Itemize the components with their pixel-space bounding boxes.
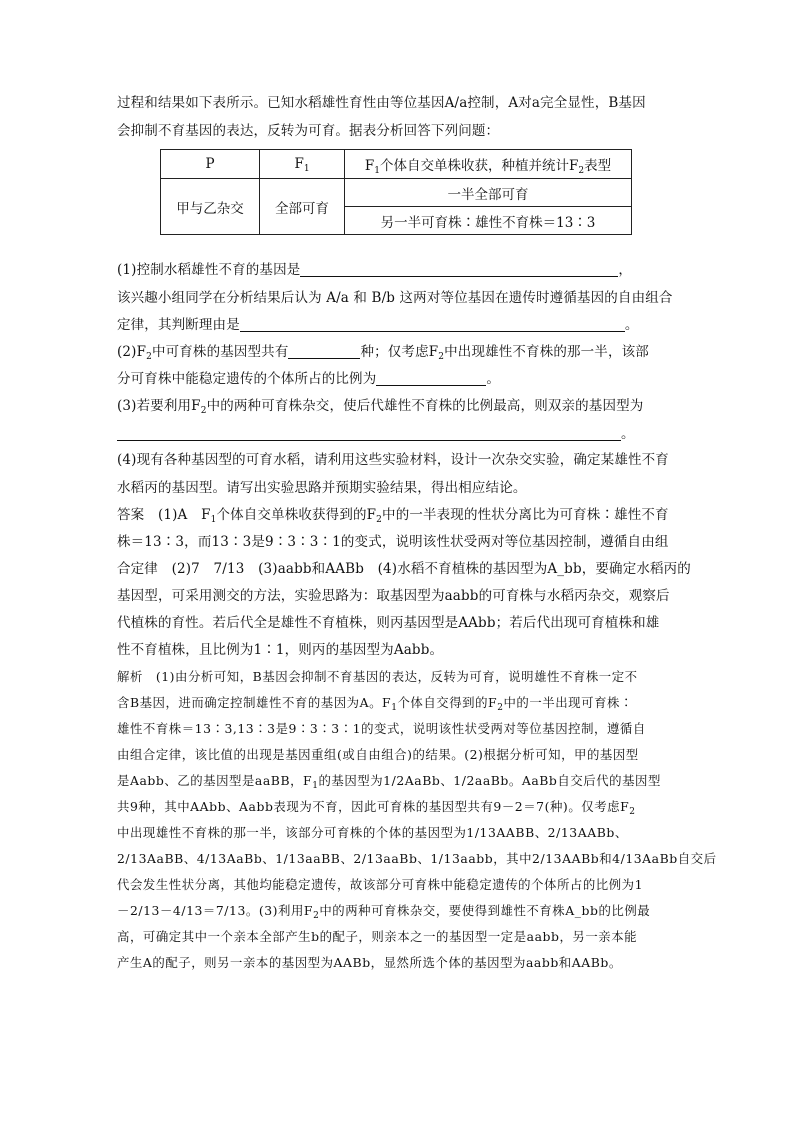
- table-header-row: [161, 150, 632, 179]
- explanation-line-4: 由组合定律，该比值的出现是基因重组(或自由组合)的结果。(2)根据分析可知，甲的基因型: [117, 747, 639, 762]
- answer-line-1: 答案 (1)A $F_1$个体自交单株收获得到的$F_2$中的一半表现的性状分离比为可育株∶雄性不育: [117, 507, 669, 525]
- answer-line-2: 株＝13∶3，而13∶3是9∶3∶3∶1的变式，说明该性状受两对等位基因控制，遵循自由组: [117, 534, 669, 550]
- cell-half-1: 一半全部可育: [345, 179, 632, 207]
- explanation-line-8: 2/13AaBB、4/13AaBb、1/13aaBB、2/13aaBb、1/13aabb，其中2/13AABb和4/13AaBb自交后: [117, 851, 717, 866]
- explanation-line-2: 含B基因，进而确定控制雄性不育的基因为A。$F_1$个体自交得到的$F_2$中的一半出现可育株∶: [117, 695, 633, 713]
- explanation-line-3: 雄性不育株＝13∶3,13∶3是9∶3∶3∶1的变式，说明该性状受两对等位基因控制，遵循自: [117, 721, 646, 736]
- table-row: [161, 179, 632, 207]
- question-4-line-2: 水稻丙的基因型。请写出实验思路并预期实验结果，得出相应结论。: [117, 480, 527, 496]
- explanation-line-9: 代会发生性状分离，其他均能稳定遗传，故该部分可育株中能稳定遗传的个体所占的比例为1: [117, 877, 644, 892]
- answer-blank[interactable]: [117, 425, 621, 441]
- answer-line-4: 基因型，可采用测交的方法，实验思路为：取基因型为aabb的可育株与水稻丙杂交，观察后: [117, 588, 670, 604]
- question-2-line-1: $(2)F_2$中可育株的基因型共有 种；仅考虑$F_2$中出现雄性不育株的那一半，该部: [117, 344, 649, 362]
- explanation-line-10: －2/13－4/13＝7/13。(3)利用$F_2$中的两种可育株杂交，要使得到雄性不育株A_bb的比例最: [117, 903, 651, 921]
- question-1-line-1: (1)控制水稻雄性不育的基因是 ，: [117, 262, 633, 278]
- cell-half-2: 另一半可育株∶雄性不育株＝13∶3: [345, 207, 632, 235]
- answer-blank[interactable]: [376, 370, 486, 386]
- answer-line-5: 代植株的育性。若后代全是雄性不育植株，则丙基因型是AAbb；若后代出现可育植株和雄: [117, 615, 660, 631]
- header-p: P: [161, 150, 260, 179]
- explanation-line-1: 解析 (1)由分析可知，B基因会抑制不育基因的表达，反转为可育，说明雄性不育株一定不: [117, 669, 638, 684]
- intro-line-1: 过程和结果如下表所示。已知水稻雄性育性由等位基因A/a控制，A对a完全显性，B基因: [117, 95, 646, 111]
- cell-f1-result: 全部可育: [260, 179, 345, 235]
- explanation-line-6: 共9种，其中AAbb、Aabb表现为不育，因此可育株的基因型共有9－2＝7(种)。仅考虑$F_2$: [117, 799, 636, 817]
- explanation-line-7: 中出现雄性不育株的那一半，该部分可育株的个体的基因型为1/13AABB、2/13AABb、: [117, 825, 628, 840]
- answer-blank[interactable]: [288, 343, 360, 359]
- question-1-line-2: 该兴趣小组同学在分析结果后认为 A/a 和 B/b 这两对等位基因在遗传时遵循基因的自由组合: [117, 290, 673, 306]
- question-4-line-1: (4)现有各种基因型的可育水稻，请利用这些实验材料，设计一次杂交实验，确定某雄性不育: [117, 452, 669, 468]
- explanation-line-11: 高，可确定其中一个亲本全部产生b的配子，则亲本之一的基因型一定是aabb，另一亲本能: [117, 929, 638, 944]
- answer-blank[interactable]: [240, 316, 625, 332]
- answer-line-3: 合定律 (2)7 7/13 (3)aabb和AABb (4)水稻不育植株的基因型为A_bb，要确定水稻丙的: [117, 561, 691, 577]
- question-3-line-2: 。: [117, 424, 677, 444]
- cell-cross: 甲与乙杂交: [161, 179, 260, 235]
- question-3-line-1: (3)若要利用$F_2$中的两种可育株杂交，使后代雄性不育株的比例最高，则双亲的基因型为: [117, 398, 644, 416]
- answer-line-6: 性不育植株，且比例为1∶1，则丙的基因型为Aabb。: [117, 642, 444, 658]
- question-2-line-2: 分可育株中能稳定遗传的个体所占的比例为 。: [117, 371, 501, 387]
- results-table: [160, 149, 632, 235]
- explanation-line-5: 是Aabb、乙的基因型是aaBB，$F_1$的基因型为1/2AaBb、1/2aaBb。AaBb自交后代的基因型: [117, 773, 661, 791]
- header-f1: $F_1$: [260, 150, 345, 179]
- explanation-line-12: 产生A的配子，则另一亲本的基因型为AABb，显然所选个体的基因型为aabb和AABb。: [117, 955, 622, 970]
- header-description: $F_1$个体自交单株收获，种植并统计$F_2$表型: [345, 150, 632, 179]
- answer-blank[interactable]: [300, 261, 618, 277]
- intro-line-2: 会抑制不育基因的表达，反转为可育。据表分析回答下列问题：: [117, 123, 500, 139]
- question-1-line-3: 定律，其判断理由是 。: [117, 317, 639, 333]
